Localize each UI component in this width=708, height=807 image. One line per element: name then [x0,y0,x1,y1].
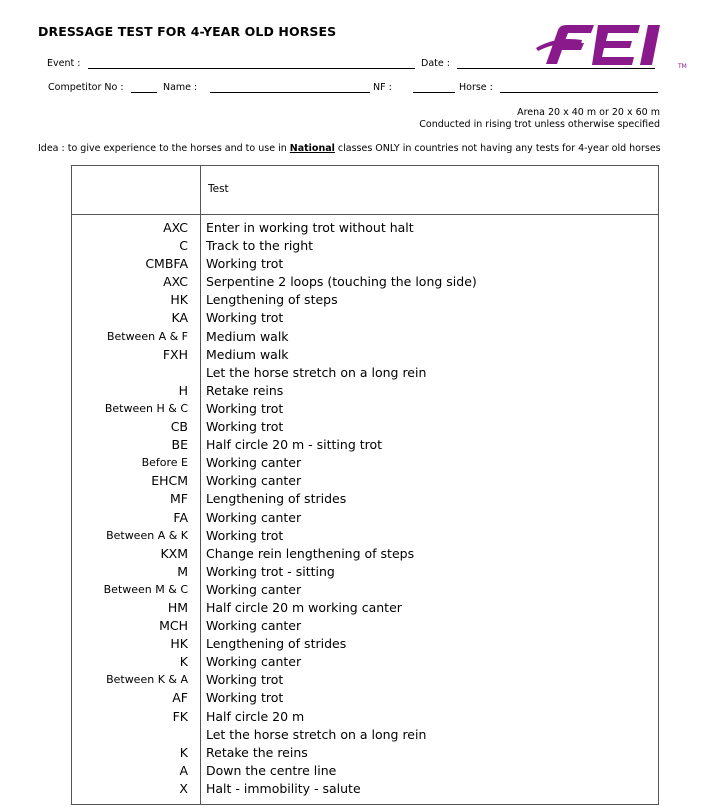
table-row [72,527,658,545]
horse-label: Horse : [459,82,493,93]
table-row [72,635,658,653]
row-movement: Working canter [206,473,302,489]
nf-field[interactable] [413,92,455,93]
row-movement: Down the centre line [206,762,337,778]
table-row [72,255,658,273]
row-marker: KA [171,310,188,326]
table-row [72,509,658,527]
row-marker: X [179,780,188,796]
row-movement: Working trot [206,400,284,416]
row-movement: Lengthening of strides [206,636,347,652]
arena-note: Conducted in rising trot unless otherwise specified [419,119,660,130]
row-movement: Working canter [206,618,302,634]
table-row [72,726,658,744]
horse-field[interactable] [500,92,658,93]
table-row [72,671,658,689]
table-row [72,563,658,581]
table-row [72,762,658,780]
idea-text: Idea : to give experience to the horses and to use in National classes ONLY in countries not having any tests for 4-year old horses [38,143,661,154]
row-marker: Between H & C [104,401,188,415]
row-movement: Medium walk [206,346,289,362]
arena-size: Arena 20 x 40 m or 20 x 60 m [517,107,660,118]
row-movement: Half circle 20 m [206,708,305,724]
row-marker: HK [170,636,188,652]
row-marker: M [177,563,188,579]
row-movement: Lengthening of steps [206,292,338,308]
row-marker: FK [172,708,188,724]
table-row [72,708,658,726]
row-marker: HK [170,292,188,308]
row-marker: Between M & C [103,582,188,596]
row-movement: Working trot [206,672,284,688]
table-row [72,689,658,707]
row-movement: Half circle 20 m working canter [206,599,402,615]
table-row [72,309,658,327]
table-row [72,291,658,309]
row-marker: CB [170,419,188,435]
fei-logo [536,20,690,72]
event-field[interactable] [88,68,415,69]
row-movement: Working canter [206,581,302,597]
row-marker: Between A & K [106,528,188,542]
table-row [72,472,658,490]
test-column-header: Test [208,183,229,195]
row-marker: FA [173,509,188,525]
table-row [72,617,658,635]
test-table [71,165,659,805]
row-movement: Track to the right [206,238,314,254]
row-marker: MF [170,491,188,507]
date-label: Date : [421,58,450,69]
row-movement: Let the horse stretch on a long rein [206,364,427,380]
row-movement: Half circle 20 m - sitting trot [206,437,383,453]
table-row [72,581,658,599]
row-movement: Serpentine 2 loops (touching the long side) [206,274,477,290]
row-movement: Working trot - sitting [206,563,335,579]
row-movement: Medium walk [206,328,289,344]
row-marker: K [179,654,188,670]
row-movement: Retake reins [206,382,284,398]
competitor-field[interactable] [131,92,157,93]
row-marker: Between A & F [106,329,188,343]
row-movement: Enter in working trot without halt [206,220,414,235]
row-marker: HM [167,599,188,615]
table-row [72,780,658,798]
row-movement: Working trot [206,419,284,435]
name-field[interactable] [210,92,370,93]
table-row [72,599,658,617]
table-row [72,545,658,563]
table-row [72,237,658,255]
row-marker: AF [172,690,188,706]
test-rows [72,219,658,798]
row-marker: AXC [163,220,188,235]
table-row [72,346,658,364]
table-row [72,418,658,436]
row-marker: H [178,382,188,398]
row-marker: K [179,744,188,760]
date-field[interactable] [457,68,655,69]
table-row [72,436,658,454]
nf-label: NF : [373,82,392,93]
page-title: DRESSAGE TEST FOR 4-YEAR OLD HORSES [38,24,337,39]
row-marker: Between K & A [106,673,188,687]
row-movement: Working canter [206,455,302,471]
row-marker: Before E [141,456,188,470]
row-movement: Halt - immobility - salute [206,780,361,796]
row-movement: Retake the reins [206,744,308,760]
row-movement: Working trot [206,310,284,326]
row-movement: Change rein lengthening of steps [206,545,415,561]
row-marker: MCH [159,618,188,634]
table-row [72,454,658,472]
row-movement: Lengthening of strides [206,491,347,507]
table-row [72,382,658,400]
trademark-mark: TM [678,63,687,70]
row-marker: EHCM [151,473,188,489]
row-movement: Working trot [206,527,284,543]
row-marker: BE [171,437,188,453]
row-marker: A [179,762,188,778]
table-row [72,400,658,418]
table-row [72,273,658,291]
competitor-label: Competitor No : [48,82,124,93]
table-row [72,328,658,346]
table-row [72,490,658,508]
table-row [72,653,658,671]
row-marker: FXH [162,346,188,362]
row-marker: C [179,238,188,254]
table-row [72,219,658,237]
row-marker: CMBFA [145,256,188,272]
name-label: Name : [163,82,198,93]
row-movement: Working trot [206,690,284,706]
row-marker: KXM [160,545,188,561]
row-movement: Working trot [206,256,284,272]
table-row [72,744,658,762]
table-row [72,364,658,382]
row-movement: Working canter [206,509,302,525]
row-movement: Working canter [206,654,302,670]
event-label: Event : [47,58,81,69]
row-marker: AXC [163,274,188,290]
row-movement: Let the horse stretch on a long rein [206,726,427,742]
